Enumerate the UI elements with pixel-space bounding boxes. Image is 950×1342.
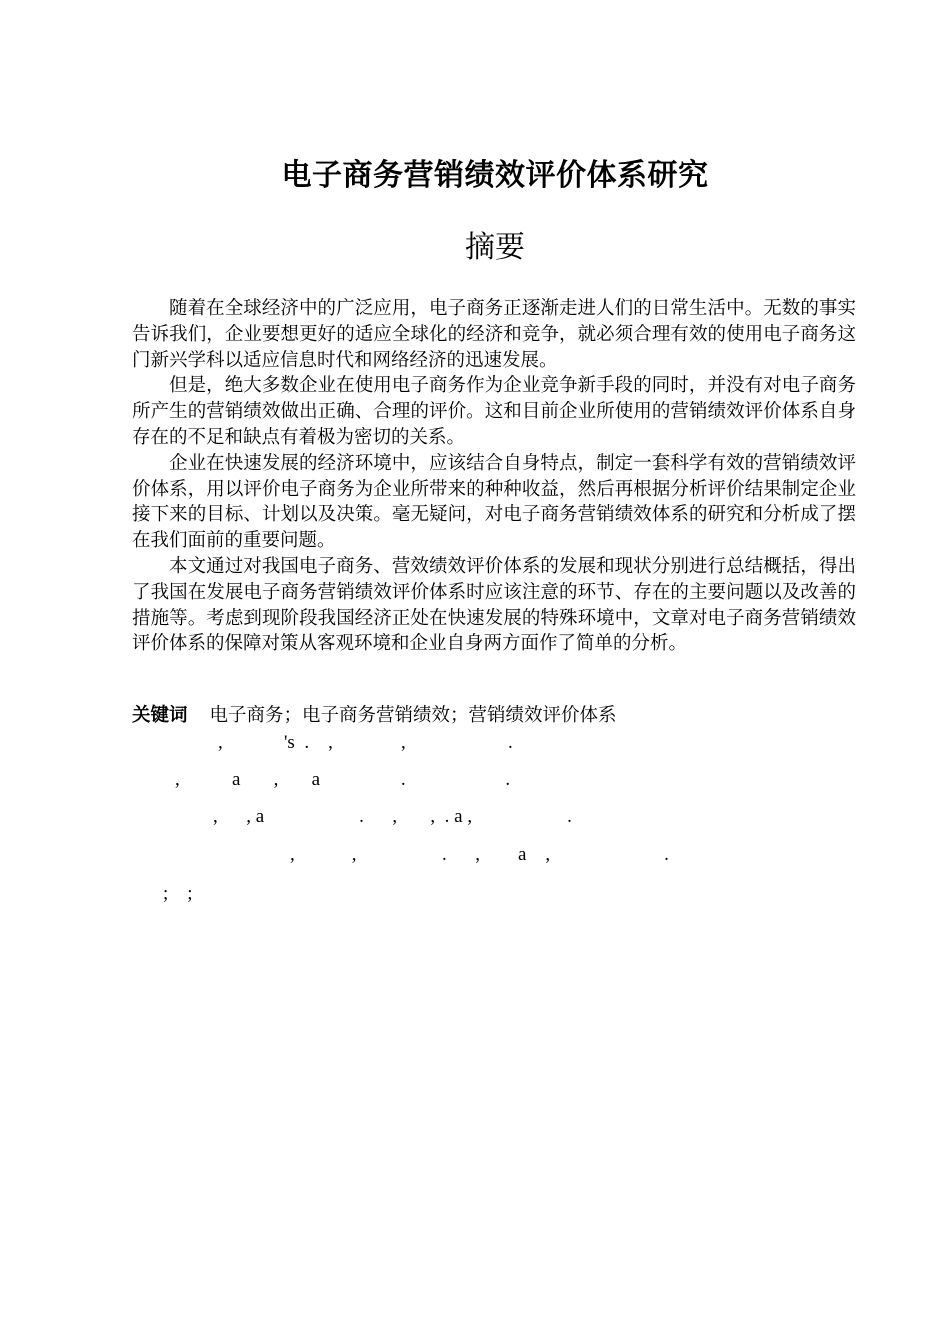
document-title: 电子商务营销绩效评价体系研究 <box>281 158 709 193</box>
keywords-line <box>132 703 856 728</box>
residual-fragment: , , . , a , . <box>290 844 669 865</box>
residual-fragment: . <box>508 732 513 753</box>
keywords-text: 电子商务；电子商务营销绩效；营销绩效评价体系 <box>209 705 617 726</box>
residual-fragment: 's . , <box>284 732 333 753</box>
keywords-label: 关键词 <box>132 705 188 726</box>
abstract-heading: 摘要 <box>465 230 525 265</box>
residual-fragment: , <box>218 732 223 753</box>
abstract-body <box>132 296 856 657</box>
abstract-paragraph: 随着在全球经济中的广泛应用，电子商务正逐渐走进人们的日常生活中。无数的事实告诉我们，企业要想更好的适应全球化的经济和竞争，就必须合理有效的使用电子商务这门新兴学科以适应信息时代和网络经济的迅速发展。 <box>132 298 856 371</box>
residual-fragment: , a , a . . <box>175 769 511 790</box>
abstract-paragraph: 本文通过对我国电子商务、营效绩效评价体系的发展和现状分别进行总结概括，得出了我国在发展电子商务营销绩效评价体系时应该注意的环节、存在的主要问题以及改善的措施等。考虑到现阶段我国经济正处在快速发展的特殊环境中，文章对电子商务营销绩效评价体系的保障对策从客观环境和企业自身两方面作了简单的分析。 <box>132 555 856 655</box>
residual-fragment: , , a . , , . a , . <box>213 806 572 827</box>
residual-fragment: ; ; <box>163 883 193 904</box>
abstract-paragraph: 企业在快速发展的经济环境中，应该结合自身特点，制定一套科学有效的营销绩效评价体系，用以评价电子商务为企业所带来的种种收益，然后再根据分析评价结果制定企业接下来的目标、计划以及决策。毫无疑问，对电子商务营销绩效体系的研究和分析成了摆在我们面前的重要问题。 <box>132 452 856 552</box>
residual-fragment: , <box>401 732 406 753</box>
abstract-paragraph: 但是，绝大多数企业在使用电子商务作为企业竞争新手段的同时，并没有对电子商务所产生的营销绩效做出正确、合理的评价。这和目前企业所使用的营销绩效评价体系自身存在的不足和缺点有着极为密切的关系。 <box>132 375 856 448</box>
